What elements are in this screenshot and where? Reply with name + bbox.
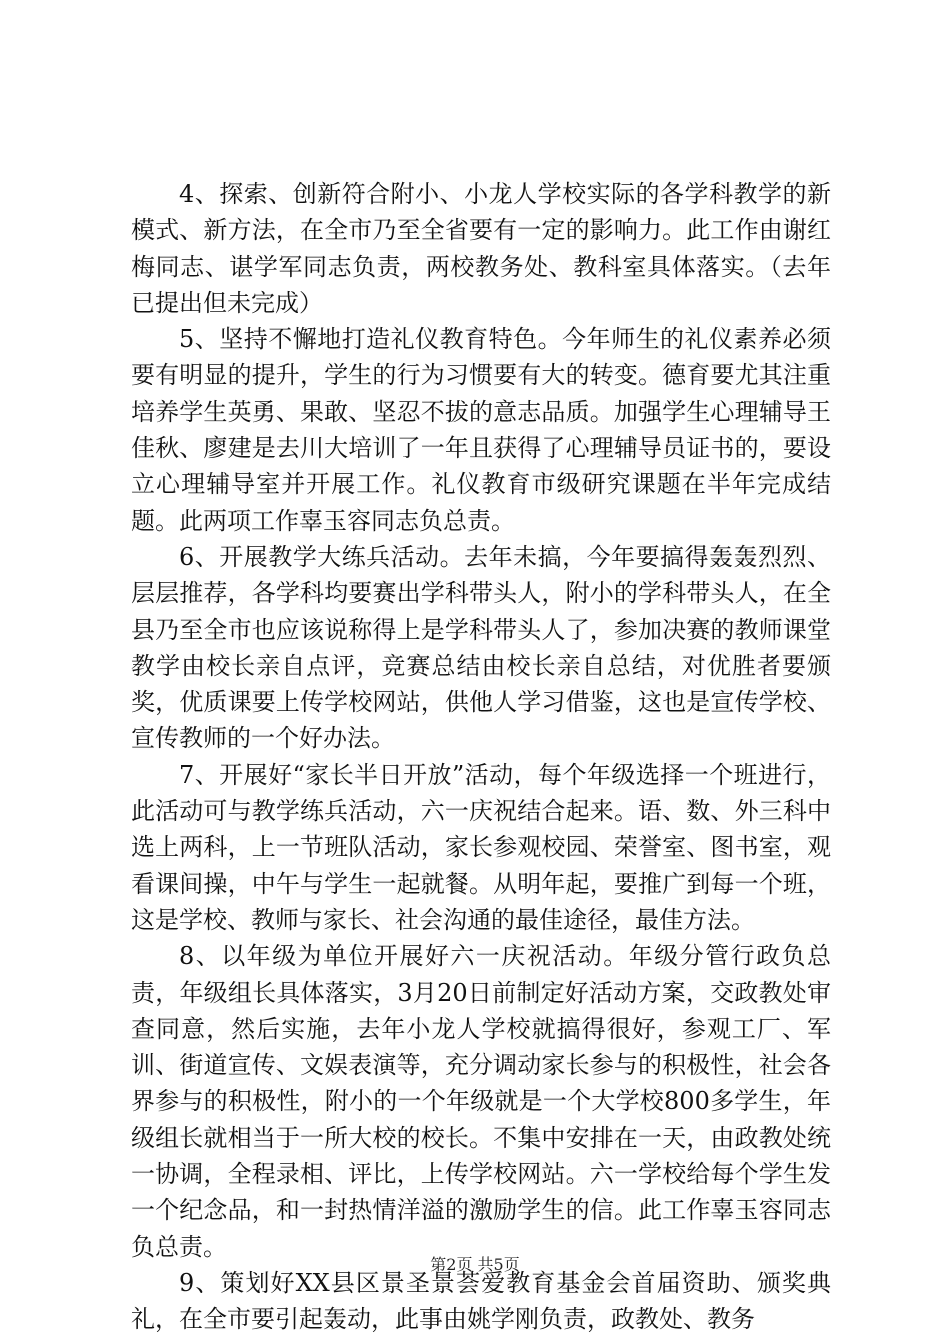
- paragraph-item-8: 8、以年级为单位开展好六一庆祝活动。年级分管行政负总责，年级组长具体落实，3月20日前制定好活动方案，交政教处审查同意，然后实施，去年小龙人学校就搞得很好，参观工厂、军训、街道宣传、文娱表演等，充分调动家长参与的积极性，社会各界参与的积极性，附小的一个年级就是一个大学校800多学生，年级组长就相当于一所大校的校长。不集中安排在一天，由政教处统一协调，全程录相、评比，上传学校网站。六一学校给每个学生发一个纪念品，和一封热情洋溢的激励学生的信。此工作辜玉容同志负总责。: [131, 942, 831, 1261]
- paragraph-item-4: 4、探索、创新符合附小、小龙人学校实际的各学科教学的新模式、新方法，在全市乃至全省要有一定的影响力。此工作由谢红梅同志、谌学军同志负责，两校教务处、教科室具体落实。（去年已提出但未完成）: [131, 180, 831, 317]
- paragraph-item-6: 6、开展教学大练兵活动。去年未搞，今年要搞得轰轰烈烈、层层推荐，各学科均要赛出学科带头人，附小的学科带头人，在全县乃至全市也应该说称得上是学科带头人了，参加决赛的教师课堂教学由校长亲自点评，竞赛总结由校长亲自总结，对优胜者要颁奖，优质课要上传学校网站，供他人学习借鉴，这也是宣传学校、宣传教师的一个好办法。: [131, 542, 831, 753]
- page-number-footer: 第2页 共5页: [430, 1255, 520, 1274]
- document-body: [131, 176, 831, 1338]
- paragraph-item-7: 7、开展好“家长半日开放”活动，每个年级选择一个班进行，此活动可与教学练兵活动，六一庆祝结合起来。语、数、外三科中选上两科，上一节班队活动，家长参观校园、荣誉室、图书室，观看课间操，中午与学生一起就餐。从明年起，要推广到每一个班，这是学校、教师与家长、社会沟通的最佳途径，最佳方法。: [131, 760, 831, 934]
- paragraph-item-9: 9、策划好XX县区景圣景荟爱教育基金会首届资助、颁奖典礼，在全市要引起轰动，此事由姚学刚负责，政教处、教务: [131, 1268, 831, 1334]
- paragraph-item-5: 5、坚持不懈地打造礼仪教育特色。今年师生的礼仪素养必须要有明显的提升，学生的行为习惯要有大的转变。德育要尤其注重培养学生英勇、果敢、坚忍不拔的意志品质。加强学生心理辅导王佳秋、廖建是去川大培训了一年且获得了心理辅导员证书的，要设立心理辅导室并开展工作。礼仪教育市级研究课题在半年完成结题。此两项工作辜玉容同志负总责。: [131, 325, 831, 535]
